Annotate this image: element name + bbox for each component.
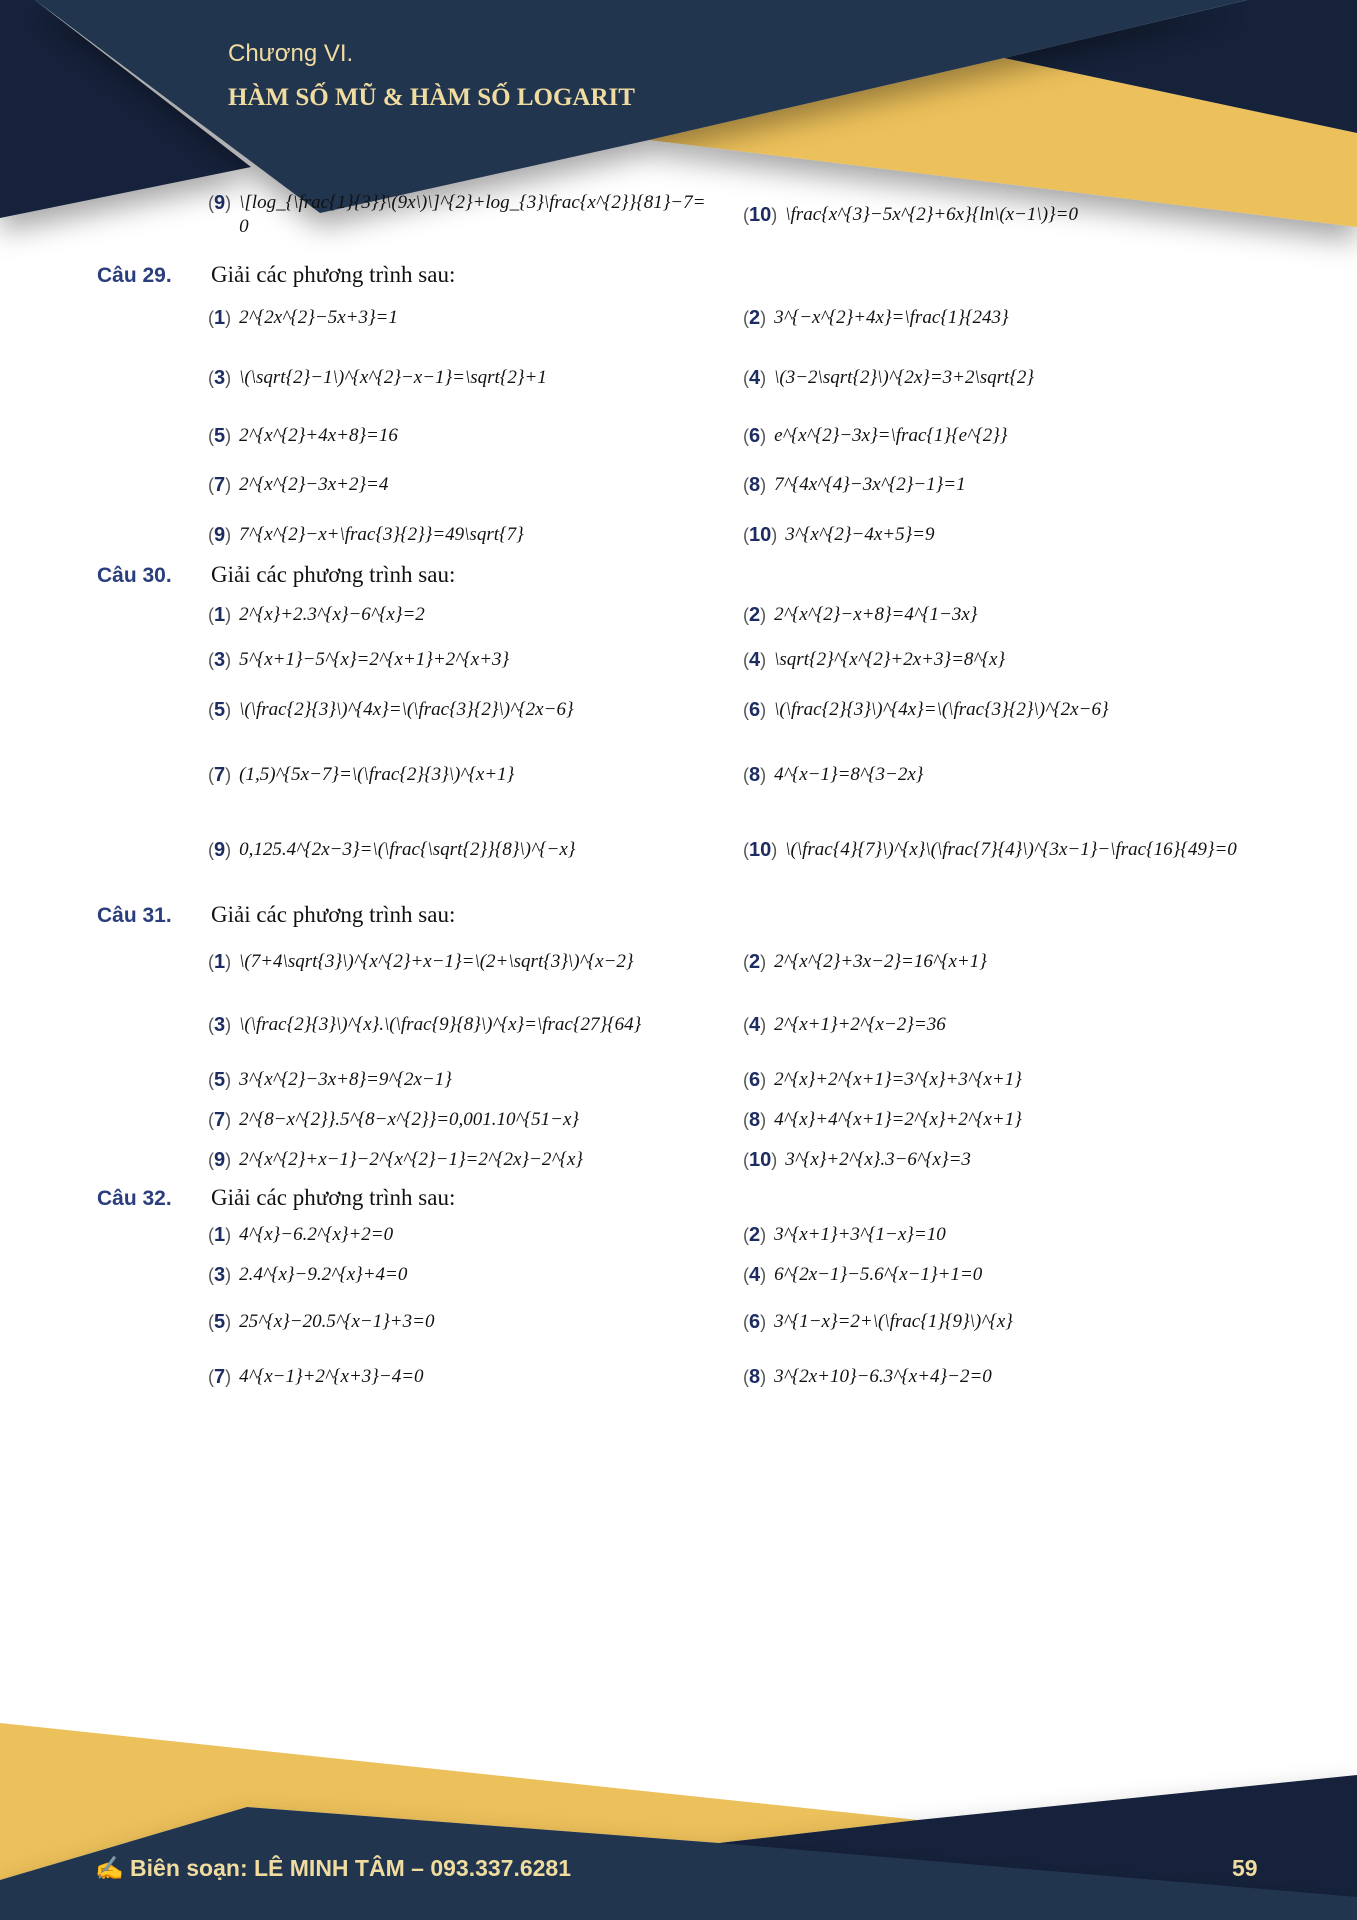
paren-open: ( — [743, 1150, 749, 1170]
item-number-value: 8 — [749, 764, 761, 786]
question-label: Câu 31. — [97, 904, 172, 927]
item-number — [208, 698, 231, 722]
question-label: Câu 29. — [97, 264, 172, 287]
exercise-item — [743, 1263, 1263, 1287]
exercise-item — [208, 1365, 728, 1389]
item-number-value: 3 — [214, 1264, 226, 1286]
item-number-value: 9 — [214, 192, 226, 214]
exercise-item — [208, 306, 728, 330]
item-number — [208, 1068, 231, 1092]
equation: 2^{x}+2^{x+1}=3^{x}+3^{x+1} — [774, 1069, 1022, 1090]
paren-close: ) — [225, 308, 232, 328]
item-number-value: 3 — [214, 367, 226, 389]
item-number-value: 4 — [749, 649, 761, 671]
equation: 3^{2x+10}−6.3^{x+4}−2=0 — [774, 1366, 992, 1387]
paren-close: ) — [225, 1225, 232, 1245]
exercise-item — [208, 1108, 728, 1132]
item-number — [743, 1108, 766, 1132]
item-number-value: 10 — [749, 524, 772, 546]
paren-open: ( — [208, 1070, 214, 1090]
item-number — [743, 648, 766, 672]
paren-close: ) — [225, 1265, 232, 1285]
paren-close: ) — [225, 1367, 232, 1387]
paren-open: ( — [208, 700, 214, 720]
paren-open: ( — [743, 700, 749, 720]
paren-open: ( — [743, 605, 749, 625]
paren-open: ( — [208, 765, 214, 785]
item-number — [743, 763, 766, 787]
paren-open: ( — [743, 205, 749, 225]
paren-open: ( — [743, 525, 749, 545]
equation: 2^{x^{2}+4x+8}=16 — [239, 425, 398, 446]
item-number — [208, 1365, 231, 1389]
paren-open: ( — [743, 1070, 749, 1090]
paren-close: ) — [225, 700, 232, 720]
equation: 2^{x}+2.3^{x}−6^{x}=2 — [239, 604, 425, 625]
exercise-item — [208, 366, 728, 390]
item-number — [743, 1310, 766, 1334]
item-number-value: 8 — [749, 1366, 761, 1388]
item-number-value: 5 — [214, 699, 226, 721]
equation: 4^{x}+4^{x+1}=2^{x}+2^{x+1} — [774, 1109, 1022, 1130]
equation: 3^{−x^{2}+4x}=\frac{1}{243} — [774, 307, 1009, 328]
exercise-item — [208, 698, 728, 722]
question-instruction: Giải các phương trình sau: — [211, 902, 456, 927]
exercise-item — [743, 1148, 1263, 1172]
item-number — [743, 950, 766, 974]
chapter-label: Chương VI. — [228, 40, 354, 67]
paren-open: ( — [208, 1015, 214, 1035]
paren-close: ) — [225, 1150, 232, 1170]
equation: 2^{x^{2}+x−1}−2^{x^{2}−1}=2^{2x}−2^{x} — [239, 1149, 583, 1170]
exercise-item — [743, 1068, 1263, 1092]
paren-open: ( — [208, 525, 214, 545]
exercise-item — [208, 838, 728, 862]
item-number — [208, 473, 231, 497]
paren-close: ) — [225, 1312, 232, 1332]
equation: \(\frac{2}{3}\)^{4x}=\(\frac{3}{2}\)^{2x−6} — [239, 699, 574, 720]
item-number-value: 9 — [214, 1149, 226, 1171]
paren-close: ) — [771, 1150, 778, 1170]
paren-open: ( — [743, 1110, 749, 1130]
equation: e^{x^{2}−3x}=\frac{1}{e^{2}} — [774, 425, 1008, 446]
exercise-item — [743, 603, 1263, 627]
paren-close: ) — [760, 475, 767, 495]
equation: 2^{8−x^{2}}.5^{8−x^{2}}=0,001.10^{51−x} — [239, 1109, 580, 1130]
exercise-item — [743, 523, 1263, 547]
exercise-item — [743, 698, 1263, 722]
item-number — [743, 523, 777, 547]
item-number-value: 6 — [749, 1311, 761, 1333]
exercise-item — [743, 473, 1263, 497]
equation: 2^{x^{2}−3x+2}=4 — [239, 474, 389, 495]
paren-open: ( — [743, 1265, 749, 1285]
item-number-value: 1 — [214, 604, 226, 626]
paren-close: ) — [760, 700, 767, 720]
item-number — [743, 1223, 766, 1247]
equation: 4^{x−1}=8^{3−2x} — [774, 764, 924, 785]
exercise-item — [208, 1013, 728, 1037]
item-number-value: 4 — [749, 1264, 761, 1286]
item-number — [743, 1365, 766, 1389]
equation: \sqrt{2}^{x^{2}+2x+3}=8^{x} — [774, 649, 1006, 670]
question-heading — [97, 902, 455, 928]
paren-close: ) — [760, 1265, 767, 1285]
item-number-value: 5 — [214, 1311, 226, 1333]
item-number — [743, 1148, 777, 1172]
item-number — [743, 424, 766, 448]
item-number — [743, 203, 777, 227]
equation: 4^{x}−6.2^{x}+2=0 — [239, 1224, 394, 1245]
equation: 2^{x+1}+2^{x−2}=36 — [774, 1014, 946, 1035]
exercise-item — [743, 950, 1263, 974]
item-number — [208, 603, 231, 627]
paren-open: ( — [743, 426, 749, 446]
item-number-value: 3 — [214, 1014, 226, 1036]
equation: 3^{x+1}+3^{1−x}=10 — [774, 1224, 946, 1245]
item-number-value: 4 — [749, 367, 761, 389]
question-heading — [97, 562, 455, 588]
item-number — [743, 603, 766, 627]
item-number — [743, 698, 766, 722]
paren-close: ) — [225, 1110, 232, 1130]
exercise-item — [208, 1148, 728, 1172]
paren-close: ) — [771, 205, 778, 225]
question-instruction: Giải các phương trình sau: — [211, 562, 456, 587]
item-number-value: 10 — [749, 204, 772, 226]
equation: 2^{x^{2}−x+8}=4^{1−3x} — [774, 604, 978, 625]
paren-close: ) — [760, 605, 767, 625]
paren-close: ) — [225, 426, 232, 446]
paren-open: ( — [208, 952, 214, 972]
paren-open: ( — [208, 308, 214, 328]
paren-open: ( — [208, 1265, 214, 1285]
item-number-value: 10 — [749, 839, 772, 861]
paren-close: ) — [225, 1070, 232, 1090]
question-heading — [97, 1185, 455, 1211]
item-number-value: 5 — [214, 425, 226, 447]
item-number-value: 2 — [749, 951, 761, 973]
equation: \(\frac{2}{3}\)^{4x}=\(\frac{3}{2}\)^{2x−6} — [774, 699, 1109, 720]
equation: (1,5)^{5x−7}=\(\frac{2}{3}\)^{x+1} — [239, 764, 515, 785]
paren-open: ( — [208, 605, 214, 625]
paren-close: ) — [225, 193, 232, 213]
paren-open: ( — [208, 1312, 214, 1332]
item-number-value: 4 — [749, 1014, 761, 1036]
paren-open: ( — [743, 1367, 749, 1387]
equation: 7^{4x^{4}−3x^{2}−1}=1 — [774, 474, 966, 495]
chapter-title: HÀM SỐ MŨ & HÀM SỐ LOGARIT — [228, 84, 635, 111]
item-number-value: 6 — [749, 425, 761, 447]
item-number-value: 3 — [214, 649, 226, 671]
item-number — [743, 473, 766, 497]
footer-author: ✍ Biên soạn: LÊ MINH TÂM – 093.337.6281 — [95, 1855, 572, 1881]
paren-open: ( — [208, 1225, 214, 1245]
paren-close: ) — [225, 368, 232, 388]
equation: 2^{2x^{2}−5x+3}=1 — [239, 307, 398, 328]
paren-open: ( — [743, 952, 749, 972]
paren-open: ( — [743, 650, 749, 670]
exercise-item — [208, 1310, 728, 1334]
paren-close: ) — [225, 952, 232, 972]
question-instruction: Giải các phương trình sau: — [211, 262, 456, 287]
paren-open: ( — [208, 1367, 214, 1387]
equation: 3^{x^{2}−3x+8}=9^{2x−1} — [239, 1069, 452, 1090]
paren-close: ) — [225, 650, 232, 670]
equation: 2.4^{x}−9.2^{x}+4=0 — [239, 1264, 408, 1285]
item-number — [743, 1068, 766, 1092]
paren-close: ) — [760, 1110, 767, 1130]
exercise-item — [208, 1263, 728, 1287]
exercise-item — [208, 950, 728, 974]
paren-close: ) — [225, 605, 232, 625]
equation: 7^{x^{2}−x+\frac{3}{2}}=49\sqrt{7} — [239, 524, 524, 545]
question-label: Câu 32. — [97, 1187, 172, 1210]
item-number-value: 9 — [214, 839, 226, 861]
exercise-item — [208, 1223, 728, 1247]
paren-close: ) — [760, 308, 767, 328]
item-number — [208, 1108, 231, 1132]
paren-open: ( — [208, 426, 214, 446]
exercise-item — [208, 1068, 728, 1092]
paren-close: ) — [225, 525, 232, 545]
paren-close: ) — [760, 765, 767, 785]
equation: \(\frac{4}{7}\)^{x}\(\frac{7}{4}\)^{3x−1}−\frac{16}{49}=0 — [785, 839, 1237, 860]
item-number — [743, 306, 766, 330]
paren-open: ( — [208, 1150, 214, 1170]
item-number — [208, 838, 231, 862]
paren-open: ( — [743, 1312, 749, 1332]
item-number-value: 7 — [214, 764, 226, 786]
equation: \(\sqrt{2}−1\)^{x^{2}−x−1}=\sqrt{2}+1 — [239, 367, 547, 388]
paren-close: ) — [760, 368, 767, 388]
exercise-item — [208, 603, 728, 627]
equation: 4^{x−1}+2^{x+3}−4=0 — [239, 1366, 424, 1387]
exercise-item — [743, 1108, 1263, 1132]
item-number — [208, 1223, 231, 1247]
paren-open: ( — [208, 650, 214, 670]
paren-open: ( — [208, 840, 214, 860]
item-number-value: 2 — [749, 1224, 761, 1246]
item-number-value: 10 — [749, 1149, 772, 1171]
paren-close: ) — [760, 426, 767, 446]
equation: 3^{1−x}=2+\(\frac{1}{9}\)^{x} — [774, 1311, 1013, 1332]
item-number — [743, 366, 766, 390]
exercise-item — [743, 838, 1263, 862]
paren-close: ) — [760, 1225, 767, 1245]
equation: 5^{x+1}−5^{x}=2^{x+1}+2^{x+3} — [239, 649, 510, 670]
equation: 0,125.4^{2x−3}=\(\frac{\sqrt{2}}{8}\)^{−x} — [239, 839, 576, 860]
item-number — [208, 648, 231, 672]
item-number — [208, 950, 231, 974]
exercise-item — [743, 366, 1263, 390]
exercise-item — [208, 648, 728, 672]
exercise-item — [743, 424, 1263, 448]
equation: 25^{x}−20.5^{x−1}+3=0 — [239, 1311, 435, 1332]
equation: 3^{x}+2^{x}.3−6^{x}=3 — [785, 1149, 971, 1170]
item-number — [743, 838, 777, 862]
equation: 3^{x^{2}−4x+5}=9 — [785, 524, 935, 545]
item-number — [208, 1013, 231, 1037]
item-number-value: 1 — [214, 951, 226, 973]
paren-close: ) — [771, 840, 778, 860]
page-number: 59 — [1232, 1855, 1258, 1881]
paren-open: ( — [208, 193, 214, 213]
paren-close: ) — [760, 1312, 767, 1332]
item-number — [743, 1263, 766, 1287]
exercise-item — [208, 473, 728, 497]
equation: \(7+4\sqrt{3}\)^{x^{2}+x−1}=\(2+\sqrt{3}\)^{x−2} — [239, 951, 634, 972]
paren-close: ) — [225, 765, 232, 785]
item-number-value: 7 — [214, 474, 226, 496]
item-number-value: 8 — [749, 474, 761, 496]
item-number-value: 7 — [214, 1109, 226, 1131]
exercise-item — [743, 1223, 1263, 1247]
item-number — [743, 1013, 766, 1037]
item-number-value: 7 — [214, 1366, 226, 1388]
item-number-value: 9 — [214, 524, 226, 546]
item-number-value: 1 — [214, 1224, 226, 1246]
paren-open: ( — [743, 1015, 749, 1035]
exercise-item — [743, 203, 1263, 227]
equation: 6^{2x−1}−5.6^{x−1}+1=0 — [774, 1264, 983, 1285]
equation: \(\frac{2}{3}\)^{x}.\(\frac{9}{8}\)^{x}=\frac{27}{64} — [239, 1014, 642, 1035]
item-number-value: 6 — [749, 1069, 761, 1091]
paren-open: ( — [743, 368, 749, 388]
exercise-item — [743, 763, 1263, 787]
paren-open: ( — [743, 1225, 749, 1245]
exercise-item — [743, 1365, 1263, 1389]
paren-close: ) — [760, 650, 767, 670]
paren-close: ) — [760, 1015, 767, 1035]
paren-open: ( — [208, 1110, 214, 1130]
paren-close: ) — [760, 1367, 767, 1387]
item-number-value: 2 — [749, 604, 761, 626]
item-number — [208, 1310, 231, 1334]
exercise-item — [743, 1310, 1263, 1334]
paren-close: ) — [225, 840, 232, 860]
question-label: Câu 30. — [97, 564, 172, 587]
equation: 2^{x^{2}+3x−2}=16^{x+1} — [774, 951, 987, 972]
exercise-item — [208, 424, 728, 448]
item-number-value: 2 — [749, 307, 761, 329]
paren-open: ( — [208, 475, 214, 495]
paren-open: ( — [743, 475, 749, 495]
paren-close: ) — [225, 475, 232, 495]
exercise-item — [208, 523, 728, 547]
exercise-item — [208, 763, 728, 787]
paren-close: ) — [760, 1070, 767, 1090]
item-number-value: 5 — [214, 1069, 226, 1091]
item-number-value: 1 — [214, 307, 226, 329]
exercise-item — [743, 306, 1263, 330]
paren-close: ) — [760, 952, 767, 972]
paren-open: ( — [743, 308, 749, 328]
equation: \frac{x^{3}−5x^{2}+6x}{ln\(x−1\)}=0 — [785, 204, 1078, 225]
exercise-item — [743, 1013, 1263, 1037]
item-number — [208, 763, 231, 787]
item-number — [208, 523, 231, 547]
question-instruction: Giải các phương trình sau: — [211, 1185, 456, 1210]
item-number — [208, 191, 231, 215]
item-number — [208, 306, 231, 330]
item-number — [208, 366, 231, 390]
item-number — [208, 1148, 231, 1172]
exercise-item — [208, 191, 728, 239]
item-number-value: 8 — [749, 1109, 761, 1131]
question-heading — [97, 262, 455, 288]
equation: \[log_{\frac{1}{3}}\(9x\)\]^{2}+log_{3}\frac{x^{2}}{81}−7=0 — [239, 192, 706, 237]
item-number-value: 6 — [749, 699, 761, 721]
item-number — [208, 424, 231, 448]
paren-open: ( — [208, 368, 214, 388]
paren-close: ) — [771, 525, 778, 545]
item-number — [208, 1263, 231, 1287]
exercise-item — [743, 648, 1263, 672]
equation: \(3−2\sqrt{2}\)^{2x}=3+2\sqrt{2} — [774, 367, 1035, 388]
paren-open: ( — [743, 840, 749, 860]
paren-close: ) — [225, 1015, 232, 1035]
paren-open: ( — [743, 765, 749, 785]
